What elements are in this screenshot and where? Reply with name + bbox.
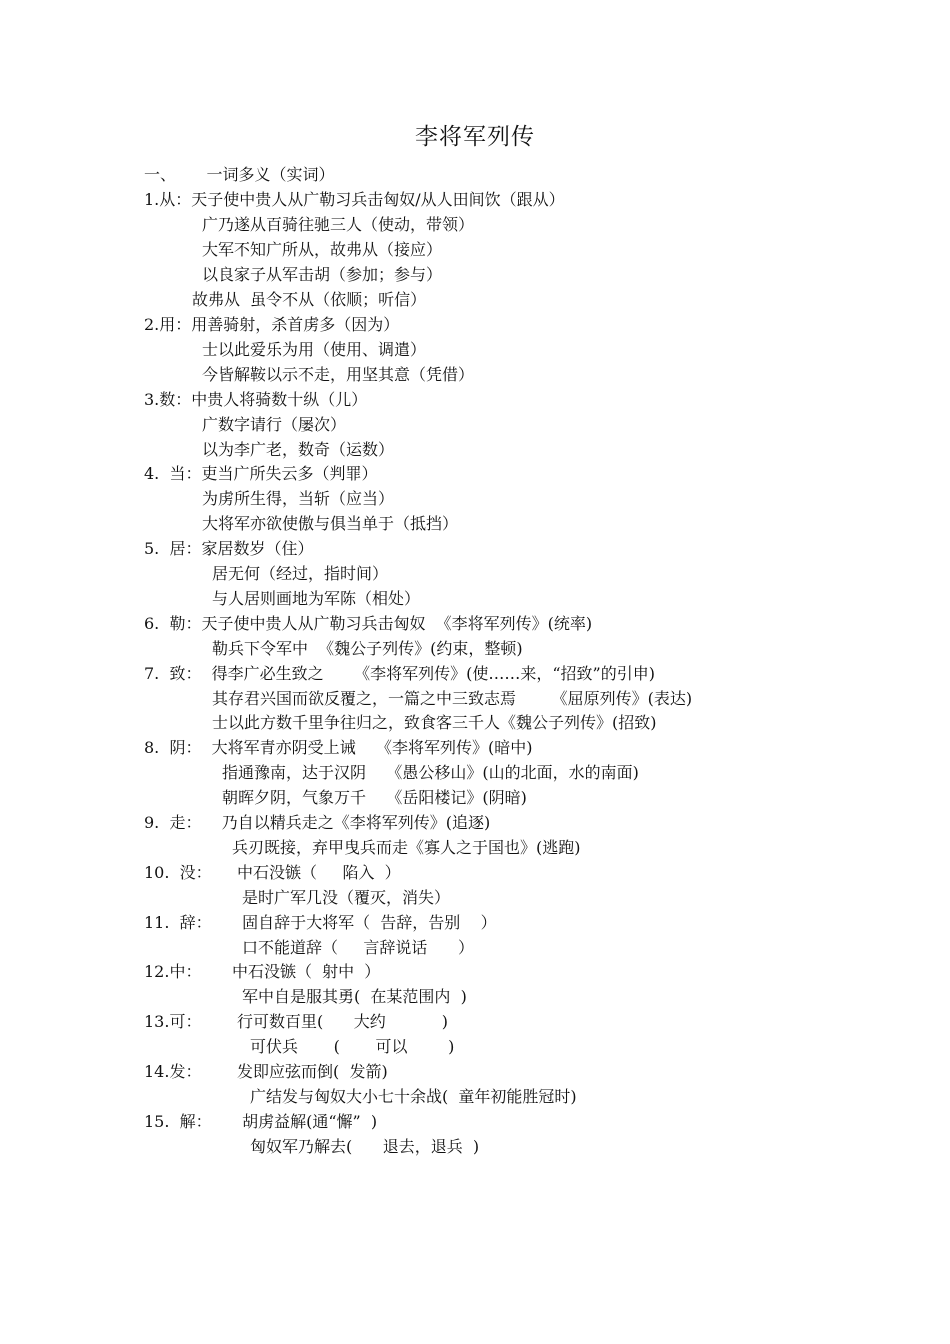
entry-line: 今皆解鞍以示不走，用坚其意（凭借） [202, 365, 475, 384]
page-title: 李将军列传 [415, 124, 535, 150]
entry-line: 与人居则画地为军陈（相处） [212, 589, 421, 608]
entry-line: 指通豫南，达于汉阴 《愚公移山》(山的北面，水的南面) [222, 763, 639, 782]
entry-line: 以为李广老，数奇（运数） [202, 440, 395, 459]
entry-line: 为虏所生得，当斩（应当） [202, 489, 395, 508]
section-heading: 一、 一词多义（实词） [144, 165, 335, 184]
entry-line: 9. 走： 乃自以精兵走之《李将军列传》(追逐) [144, 813, 491, 832]
entry-line: 兵刃既接，弃甲曳兵而走《寡人之于国也》(逃跑) [232, 838, 581, 857]
entry-line: 3.数：中贵人将骑数十纵（儿） [144, 390, 368, 409]
entry-line: 口不能道辞（ 言辞说话 ） [242, 938, 474, 957]
entry-line: 广数字请行（屡次） [202, 415, 347, 434]
entry-line: 5. 居：家居数岁（住） [144, 539, 314, 558]
entry-line: 大将军亦欲使傲与俱当单于（抵挡） [202, 514, 459, 533]
entry-line: 2.用：用善骑射，杀首虏多（因为） [144, 315, 400, 334]
entry-line: 匈奴军乃解去( 退去，退兵 ) [250, 1137, 480, 1156]
entry-line: 居无何（经过，指时间） [212, 564, 389, 583]
entry-line: 14.发： 发即应弦而倒( 发箭) [144, 1062, 388, 1081]
entry-line: 4. 当：吏当广所失云多（判罪） [144, 464, 378, 483]
entry-line: 11. 辞： 固自辞于大将军（ 告辞，告别 ） [144, 913, 497, 932]
entry-line: 15. 解： 胡虏益解(通“懈” ) [144, 1112, 378, 1131]
entry-line: 10. 没： 中石没镞（ 陷入 ） [144, 863, 401, 882]
entry-line: 士以此爱乐为用（使用、调遣） [202, 340, 427, 359]
entry-line: 可伏兵 ( 可以 ) [250, 1037, 455, 1056]
entry-line: 6. 勒：天子使中贵人从广勒习兵击匈奴 《李将军列传》(统率) [144, 614, 593, 633]
entry-line: 1.从：天子使中贵人从广勒习兵击匈奴/从人田间饮（跟从） [144, 190, 565, 209]
entry-line: 13.可： 行可数百里( 大约 ) [144, 1012, 448, 1031]
entry-line: 其存君兴国而欲反覆之，一篇之中三致志焉 《屈原列传》(表达) [212, 689, 693, 708]
entry-line: 士以此方数千里争往归之，致食客三千人《魏公子列传》(招致) [212, 713, 657, 732]
entry-line: 勒兵下令军中 《魏公子列传》(约束，整顿) [212, 639, 523, 658]
entry-line: 朝晖夕阴，气象万千 《岳阳楼记》(阴暗) [222, 788, 527, 807]
entry-line: 以良家子从军击胡（参加；参与） [202, 265, 443, 284]
entry-line: 12.中： 中石没镞（ 射中 ） [144, 962, 381, 981]
entry-line: 军中自是服其勇( 在某范围内 ) [242, 987, 467, 1006]
entry-line: 是时广军几没（覆灭，消失） [242, 888, 451, 907]
entry-line: 故弗从 虽令不从（依顺；听信） [192, 290, 427, 309]
entry-line: 广乃遂从百骑往驰三人（使动，带领） [202, 215, 475, 234]
entry-line: 7. 致： 得李广必生致之 《李将军列传》(使……来，“招致”的引申) [144, 664, 655, 683]
entry-line: 8. 阴： 大将军青亦阴受上诫 《李将军列传》(暗中) [144, 738, 533, 757]
entry-line: 大军不知广所从，故弗从（接应） [202, 240, 443, 259]
entry-line: 广结发与匈奴大小七十余战( 童年初能胜冠时) [250, 1087, 577, 1106]
